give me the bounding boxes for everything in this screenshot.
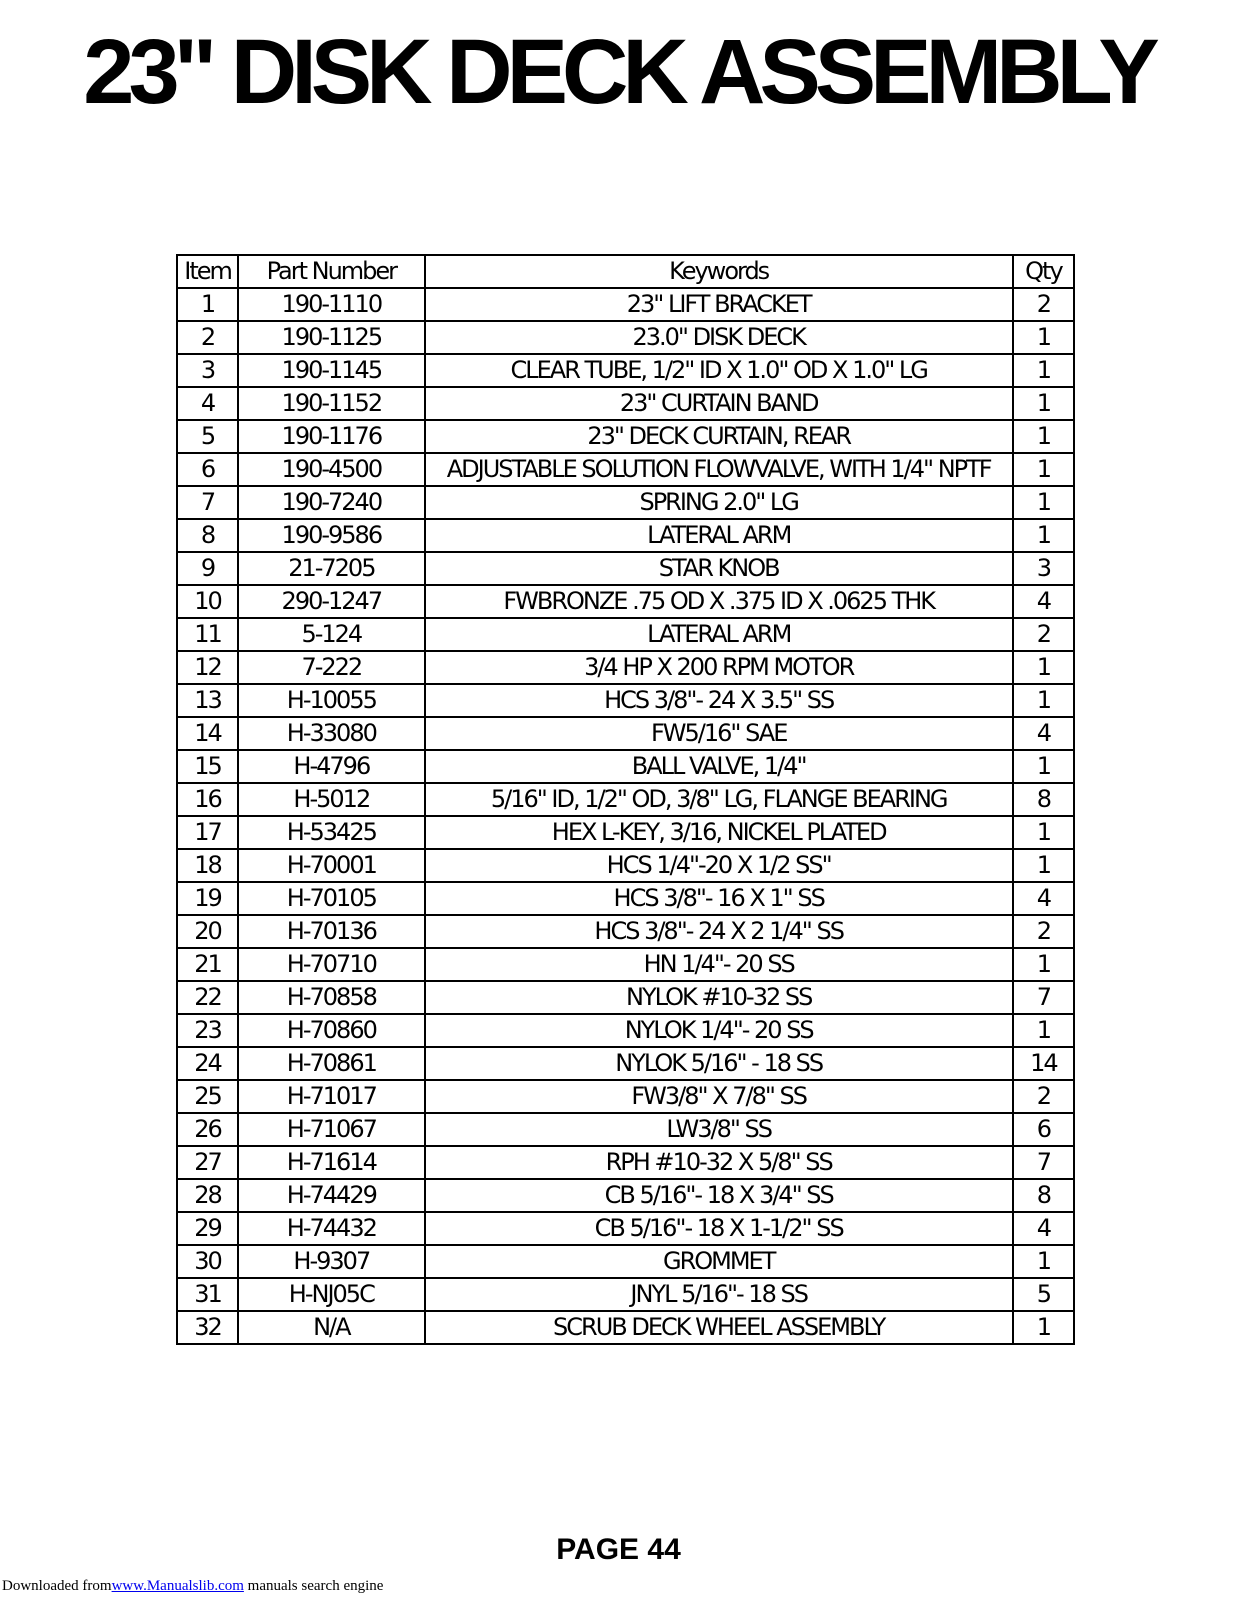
item-cell: 15 <box>177 750 238 783</box>
table-row <box>177 1245 1074 1278</box>
part-number-cell: H-10055 <box>238 684 424 717</box>
qty-cell: 1 <box>1013 1245 1074 1278</box>
page-title: 23" DISK DECK ASSEMBLY <box>83 21 1154 123</box>
keywords-cell: FWBRONZE .75 OD X .375 ID X .0625 THK <box>425 585 1013 618</box>
table-row <box>177 354 1074 387</box>
item-cell: 11 <box>177 618 238 651</box>
item-cell: 3 <box>177 354 238 387</box>
keywords-cell: NYLOK 5/16" - 18 SS <box>425 1047 1013 1080</box>
table-row <box>177 783 1074 816</box>
table-row <box>177 1212 1074 1245</box>
footer-suffix: manuals search engine <box>243 1578 384 1594</box>
qty-cell: 1 <box>1013 684 1074 717</box>
table-row <box>177 1113 1074 1146</box>
qty-cell: 2 <box>1013 618 1074 651</box>
part-number-cell: 190-1110 <box>238 288 424 321</box>
keywords-cell: LATERAL ARM <box>425 618 1013 651</box>
part-number-cell: H-70861 <box>238 1047 424 1080</box>
header-part-number: Part Number <box>238 255 424 288</box>
item-cell: 18 <box>177 849 238 882</box>
keywords-cell: CB 5/16"- 18 X 1-1/2" SS <box>425 1212 1013 1245</box>
keywords-cell: LATERAL ARM <box>425 519 1013 552</box>
qty-cell: 1 <box>1013 816 1074 849</box>
page-number: PAGE 44 <box>556 1533 681 1566</box>
table-row <box>177 1278 1074 1311</box>
qty-cell: 1 <box>1013 354 1074 387</box>
header-item: Item <box>177 255 238 288</box>
qty-cell: 1 <box>1013 750 1074 783</box>
qty-cell: 8 <box>1013 1179 1074 1212</box>
item-cell: 12 <box>177 651 238 684</box>
table-row <box>177 717 1074 750</box>
keywords-cell: BALL VALVE, 1/4" <box>425 750 1013 783</box>
item-cell: 23 <box>177 1014 238 1047</box>
table-row <box>177 750 1074 783</box>
part-number-cell: H-70105 <box>238 882 424 915</box>
keywords-cell: 23" DECK CURTAIN, REAR <box>425 420 1013 453</box>
item-cell: 20 <box>177 915 238 948</box>
keywords-cell: SCRUB DECK WHEEL ASSEMBLY <box>425 1311 1013 1344</box>
part-number-cell: N/A <box>238 1311 424 1344</box>
part-number-cell: H-NJ05C <box>238 1278 424 1311</box>
table-row <box>177 420 1074 453</box>
table-row <box>177 321 1074 354</box>
part-number-cell: H-53425 <box>238 816 424 849</box>
part-number-cell: H-70136 <box>238 915 424 948</box>
header-qty: Qty <box>1013 255 1074 288</box>
qty-cell: 7 <box>1013 981 1074 1014</box>
item-cell: 1 <box>177 288 238 321</box>
qty-cell: 2 <box>1013 288 1074 321</box>
part-number-cell: H-70860 <box>238 1014 424 1047</box>
part-number-cell: 190-4500 <box>238 453 424 486</box>
part-number-cell: 190-1176 <box>238 420 424 453</box>
qty-cell: 1 <box>1013 1014 1074 1047</box>
table-row <box>177 882 1074 915</box>
item-cell: 13 <box>177 684 238 717</box>
qty-cell: 4 <box>1013 717 1074 750</box>
keywords-cell: JNYL 5/16"- 18 SS <box>425 1278 1013 1311</box>
part-number-cell: 190-7240 <box>238 486 424 519</box>
footer-prefix: Downloaded from <box>2 1578 112 1594</box>
item-cell: 19 <box>177 882 238 915</box>
table-row <box>177 1047 1074 1080</box>
keywords-cell: SPRING 2.0" LG <box>425 486 1013 519</box>
part-number-cell: H-5012 <box>238 783 424 816</box>
table-row <box>177 387 1074 420</box>
item-cell: 9 <box>177 552 238 585</box>
table-body <box>177 288 1074 1344</box>
table-row <box>177 1179 1074 1212</box>
item-cell: 4 <box>177 387 238 420</box>
part-number-cell: 190-9586 <box>238 519 424 552</box>
keywords-cell: 5/16" ID, 1/2" OD, 3/8" LG, FLANGE BEARING <box>425 783 1013 816</box>
table-row <box>177 651 1074 684</box>
keywords-cell: GROMMET <box>425 1245 1013 1278</box>
table-row <box>177 981 1074 1014</box>
qty-cell: 1 <box>1013 387 1074 420</box>
table-row <box>177 948 1074 981</box>
keywords-cell: RPH #10-32 X 5/8" SS <box>425 1146 1013 1179</box>
download-footer <box>2 1576 383 1596</box>
qty-cell: 1 <box>1013 849 1074 882</box>
item-cell: 16 <box>177 783 238 816</box>
part-number-cell: 21-7205 <box>238 552 424 585</box>
item-cell: 24 <box>177 1047 238 1080</box>
keywords-cell: HCS 3/8"- 16 X 1" SS <box>425 882 1013 915</box>
qty-cell: 8 <box>1013 783 1074 816</box>
item-cell: 14 <box>177 717 238 750</box>
item-cell: 22 <box>177 981 238 1014</box>
table-row <box>177 684 1074 717</box>
part-number-cell: 5-124 <box>238 618 424 651</box>
item-cell: 25 <box>177 1080 238 1113</box>
keywords-cell: FW3/8" X 7/8" SS <box>425 1080 1013 1113</box>
item-cell: 27 <box>177 1146 238 1179</box>
header-keywords: Keywords <box>425 255 1013 288</box>
table-row <box>177 519 1074 552</box>
keywords-cell: 23" LIFT BRACKET <box>425 288 1013 321</box>
item-cell: 10 <box>177 585 238 618</box>
table-row <box>177 552 1074 585</box>
keywords-cell: STAR KNOB <box>425 552 1013 585</box>
part-number-cell: 290-1247 <box>238 585 424 618</box>
table-header-row <box>177 255 1074 288</box>
item-cell: 5 <box>177 420 238 453</box>
keywords-cell: HEX L-KEY, 3/16, NICKEL PLATED <box>425 816 1013 849</box>
qty-cell: 1 <box>1013 651 1074 684</box>
part-number-cell: H-33080 <box>238 717 424 750</box>
qty-cell: 4 <box>1013 1212 1074 1245</box>
table-row <box>177 585 1074 618</box>
part-number-cell: 190-1152 <box>238 387 424 420</box>
qty-cell: 2 <box>1013 1080 1074 1113</box>
part-number-cell: H-71067 <box>238 1113 424 1146</box>
item-cell: 2 <box>177 321 238 354</box>
keywords-cell: 3/4 HP X 200 RPM MOTOR <box>425 651 1013 684</box>
qty-cell: 1 <box>1013 1311 1074 1344</box>
part-number-cell: 190-1145 <box>238 354 424 387</box>
keywords-cell: CB 5/16"- 18 X 3/4" SS <box>425 1179 1013 1212</box>
qty-cell: 1 <box>1013 453 1074 486</box>
part-number-cell: H-9307 <box>238 1245 424 1278</box>
part-number-cell: H-71614 <box>238 1146 424 1179</box>
item-cell: 32 <box>177 1311 238 1344</box>
part-number-cell: 7-222 <box>238 651 424 684</box>
keywords-cell: HN 1/4"- 20 SS <box>425 948 1013 981</box>
table-row <box>177 1311 1074 1344</box>
item-cell: 8 <box>177 519 238 552</box>
qty-cell: 14 <box>1013 1047 1074 1080</box>
table-row <box>177 288 1074 321</box>
table-row <box>177 618 1074 651</box>
qty-cell: 1 <box>1013 420 1074 453</box>
qty-cell: 1 <box>1013 486 1074 519</box>
qty-cell: 4 <box>1013 882 1074 915</box>
item-cell: 21 <box>177 948 238 981</box>
item-cell: 30 <box>177 1245 238 1278</box>
item-cell: 6 <box>177 453 238 486</box>
part-number-cell: H-70710 <box>238 948 424 981</box>
item-cell: 28 <box>177 1179 238 1212</box>
item-cell: 26 <box>177 1113 238 1146</box>
item-cell: 7 <box>177 486 238 519</box>
keywords-cell: ADJUSTABLE SOLUTION FLOWVALVE, WITH 1/4" NPTF <box>425 453 1013 486</box>
parts-table <box>176 254 1075 1345</box>
table-row <box>177 1014 1074 1047</box>
keywords-cell: 23.0" DISK DECK <box>425 321 1013 354</box>
table-row <box>177 915 1074 948</box>
keywords-cell: 23" CURTAIN BAND <box>425 387 1013 420</box>
item-cell: 17 <box>177 816 238 849</box>
table-row <box>177 486 1074 519</box>
table-row <box>177 849 1074 882</box>
part-number-cell: H-70858 <box>238 981 424 1014</box>
table-row <box>177 1080 1074 1113</box>
keywords-cell: HCS 1/4"-20 X 1/2 SS" <box>425 849 1013 882</box>
qty-cell: 4 <box>1013 585 1074 618</box>
part-number-cell: H-74429 <box>238 1179 424 1212</box>
part-number-cell: 190-1125 <box>238 321 424 354</box>
part-number-cell: H-74432 <box>238 1212 424 1245</box>
keywords-cell: LW3/8" SS <box>425 1113 1013 1146</box>
table-row <box>177 1146 1074 1179</box>
qty-cell: 7 <box>1013 1146 1074 1179</box>
part-number-cell: H-4796 <box>238 750 424 783</box>
keywords-cell: NYLOK 1/4"- 20 SS <box>425 1014 1013 1047</box>
qty-cell: 1 <box>1013 519 1074 552</box>
qty-cell: 2 <box>1013 915 1074 948</box>
qty-cell: 5 <box>1013 1278 1074 1311</box>
part-number-cell: H-70001 <box>238 849 424 882</box>
keywords-cell: HCS 3/8"- 24 X 2 1/4" SS <box>425 915 1013 948</box>
table-row <box>177 453 1074 486</box>
manualslib-link[interactable]: www.Manualslib.com <box>111 1578 244 1594</box>
keywords-cell: HCS 3/8"- 24 X 3.5" SS <box>425 684 1013 717</box>
item-cell: 29 <box>177 1212 238 1245</box>
keywords-cell: NYLOK #10-32 SS <box>425 981 1013 1014</box>
keywords-cell: CLEAR TUBE, 1/2" ID X 1.0" OD X 1.0" LG <box>425 354 1013 387</box>
part-number-cell: H-71017 <box>238 1080 424 1113</box>
qty-cell: 6 <box>1013 1113 1074 1146</box>
table-row <box>177 816 1074 849</box>
item-cell: 31 <box>177 1278 238 1311</box>
keywords-cell: FW5/16" SAE <box>425 717 1013 750</box>
qty-cell: 1 <box>1013 321 1074 354</box>
qty-cell: 1 <box>1013 948 1074 981</box>
qty-cell: 3 <box>1013 552 1074 585</box>
